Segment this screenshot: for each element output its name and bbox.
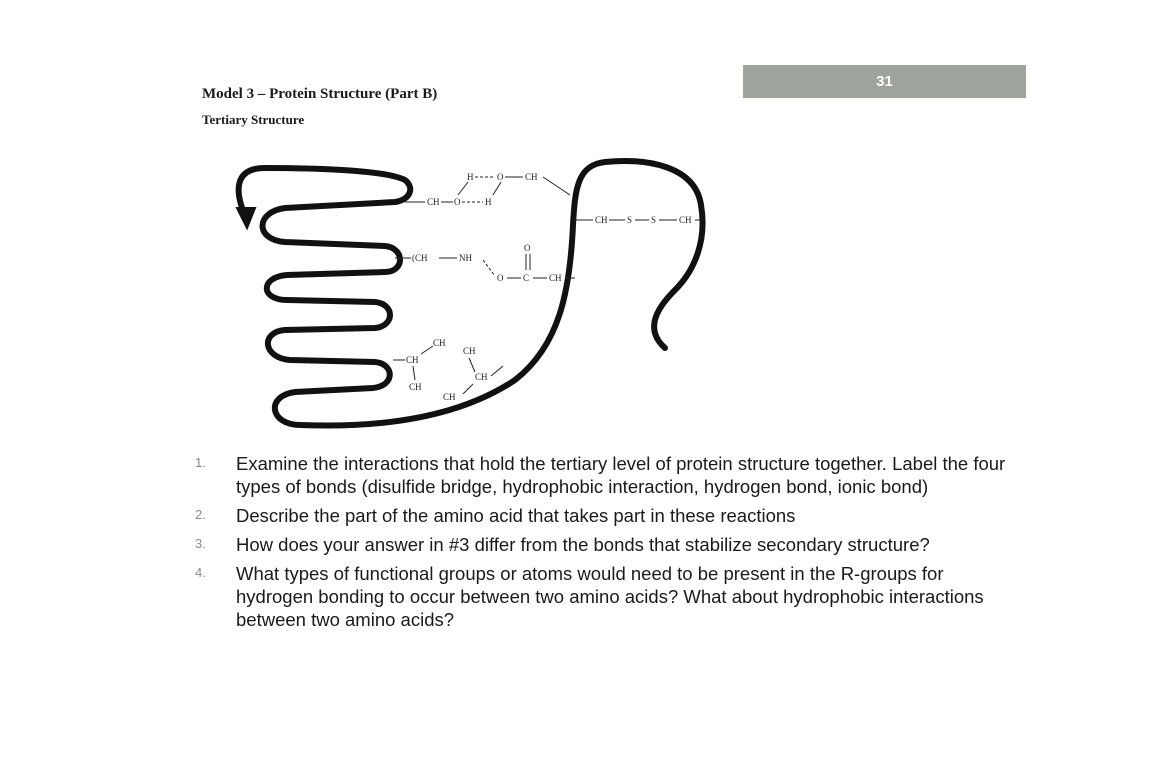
- question-text: Describe the part of the amino acid that takes part in these reactions: [236, 505, 796, 526]
- question-text: How does your answer in #3 differ from the bonds that stabilize secondary structure?: [236, 534, 930, 555]
- question-number: 2.: [195, 507, 206, 522]
- hp-ch3-right-top: CH: [463, 346, 476, 356]
- hb-top-ch2: CH: [525, 172, 538, 182]
- tertiary-structure-diagram: [225, 150, 725, 440]
- ds-s2: S: [651, 215, 657, 225]
- hydrophobic-interaction-group: [393, 338, 503, 402]
- question-number: 1.: [195, 455, 206, 470]
- ionic-ch2: CH: [549, 273, 562, 283]
- hb-left-h: H: [485, 197, 492, 207]
- question-text: Examine the interactions that hold the tertiary level of protein structure together. Label the four types of bonds (disulfide bridge, hydrophobic interaction, hydrogen bond, ionic bond): [236, 453, 1006, 497]
- question-item: [195, 533, 1015, 556]
- hb-left-ch2: CH: [427, 197, 440, 207]
- ds-left-ch2: CH: [595, 215, 608, 225]
- hp-ch-right: CH: [475, 372, 488, 382]
- ionic-o-double: O: [524, 243, 531, 253]
- chain-arrow-head: [237, 208, 255, 228]
- question-number: 3.: [195, 536, 206, 551]
- hp-ch3-top: CH: [433, 338, 446, 348]
- ionic-c: C: [523, 273, 530, 283]
- page-number-badge: 31: [743, 65, 1026, 98]
- question-item: [195, 452, 1015, 498]
- hb-left-o: O: [454, 197, 461, 207]
- hp-ch3-right-bottom: CH: [443, 392, 456, 402]
- question-item: [195, 562, 1015, 631]
- question-number: 4.: [195, 565, 206, 580]
- hp-ch-left: CH: [406, 355, 419, 365]
- hb-top-o: O: [497, 172, 504, 182]
- slide-subtitle: Tertiary Structure: [202, 112, 305, 127]
- ds-right-ch2: CH: [679, 215, 692, 225]
- ionic-ch2-4: (CH: [412, 253, 428, 263]
- hp-ch3-bottom: CH: [409, 382, 422, 392]
- ionic-o-minus: O: [497, 273, 504, 283]
- disulfide-bridge-group: [573, 215, 703, 225]
- ionic-nh3: NH: [459, 253, 472, 263]
- ionic-bond-group: [395, 243, 575, 283]
- ds-s1: S: [627, 215, 633, 225]
- hb-top-h: H: [467, 172, 474, 182]
- question-list: [195, 452, 1015, 637]
- slide-title: Model 3 – Protein Structure (Part B): [202, 86, 438, 102]
- hydrogen-bond-group: [405, 172, 570, 207]
- question-text: What types of functional groups or atoms would need to be present in the R-groups for hydrogen bonding to occur between two amino acids? What about hydrophobic interactions between two amino acids?: [236, 563, 984, 630]
- question-item: [195, 504, 1015, 527]
